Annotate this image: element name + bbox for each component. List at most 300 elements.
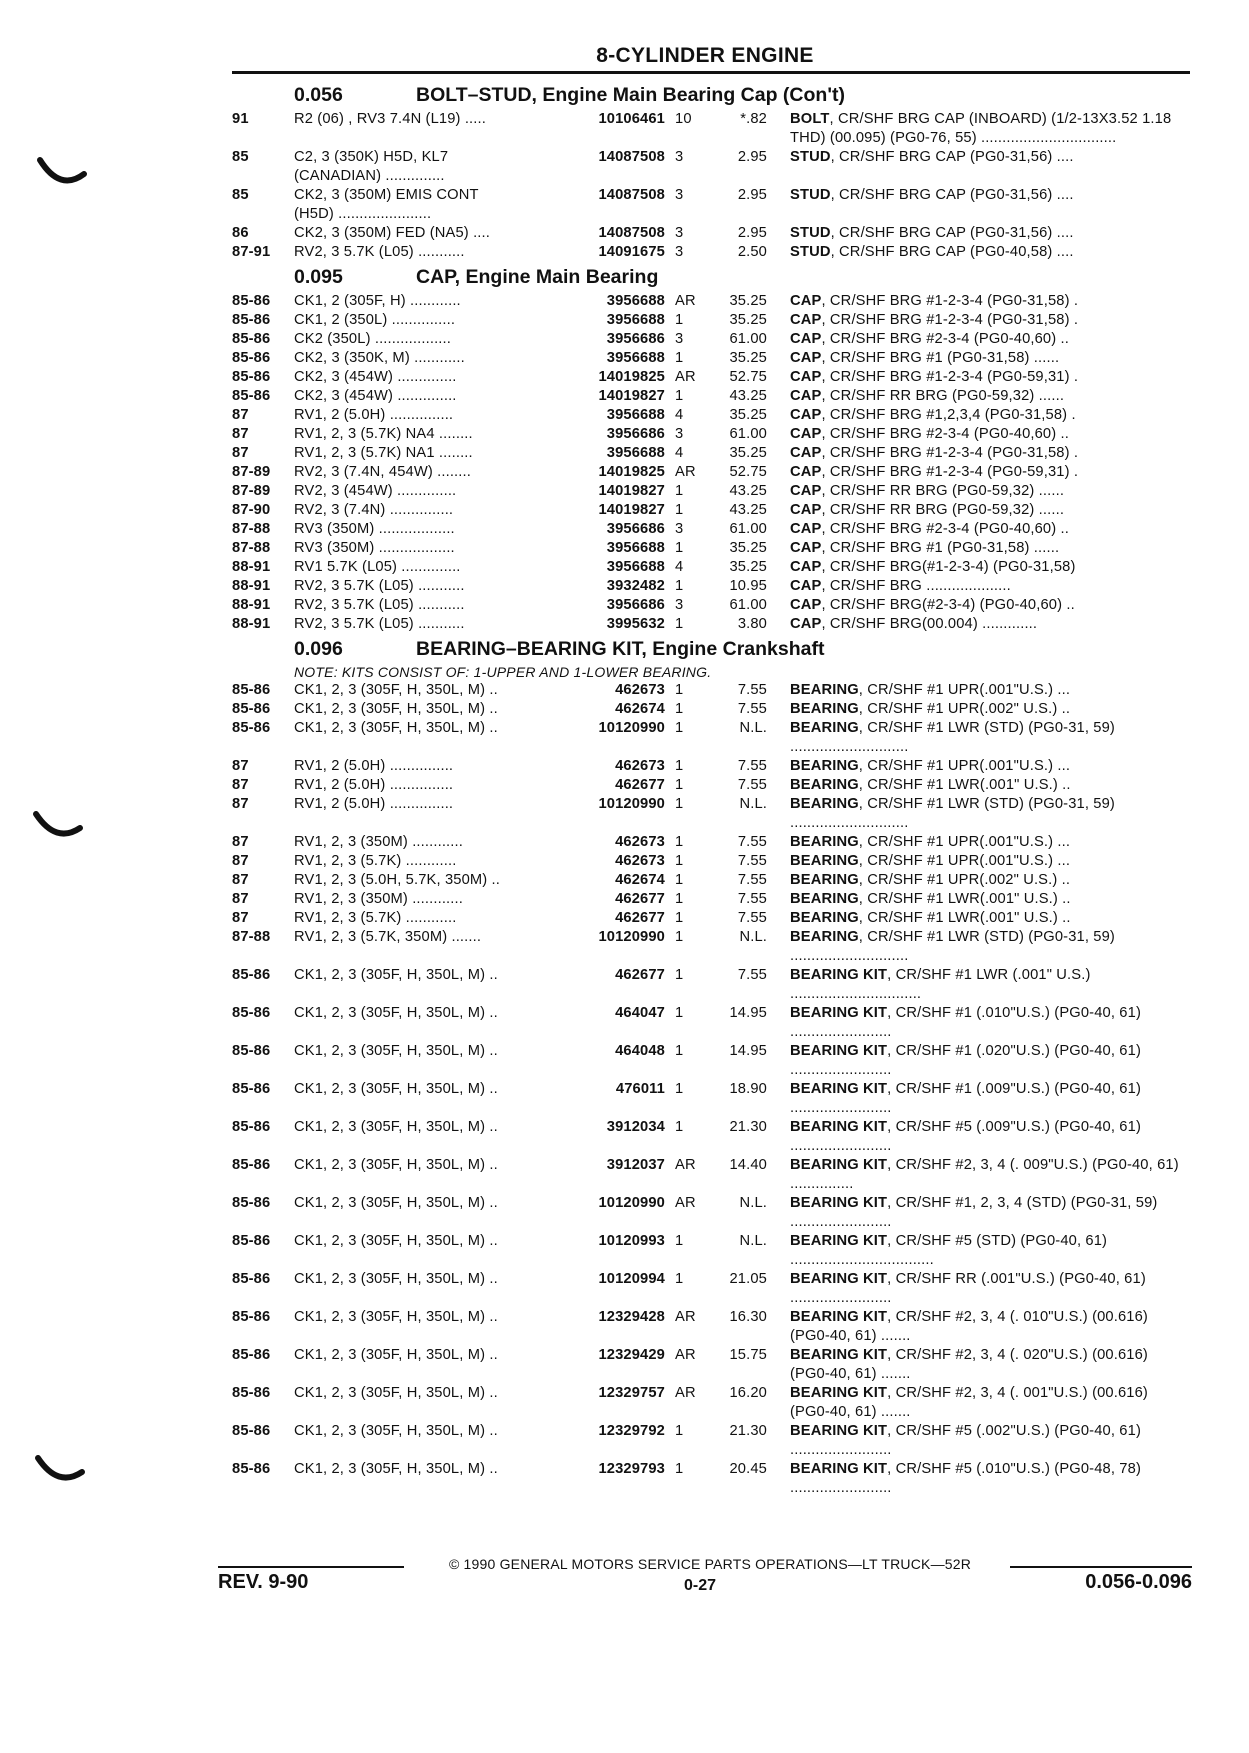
quantity: 4 [675, 407, 684, 423]
description-noun: CAP [790, 597, 822, 613]
model-year: 85-86 [232, 682, 271, 698]
part-number: 3956688 [606, 312, 665, 328]
quantity: 1 [675, 350, 684, 366]
price: 35.25 [729, 350, 767, 366]
part-row [232, 349, 1190, 368]
quantity: 1 [675, 853, 684, 869]
application: RV1, 2 (5.0H) ............... [294, 777, 454, 793]
price: 7.55 [737, 853, 767, 869]
description-detail: , CR/SHF BRG(#1-2-3-4) (PG0-31,58) [821, 559, 1076, 575]
price: 7.55 [737, 758, 767, 774]
model-year: 85-86 [232, 293, 271, 309]
description [767, 1042, 1190, 1080]
quantity: 1 [675, 1461, 684, 1477]
price: 14.95 [729, 1005, 767, 1021]
model-year: 85-86 [232, 1271, 271, 1287]
description-noun: BEARING KIT [790, 1309, 888, 1325]
description-detail: , CR/SHF BRG CAP (INBOARD) (1/2-13X3.52 1.18 THD) (00.095) (PG0-76, 55) ................................ [790, 111, 1172, 146]
description-detail: , CR/SHF #1 (.010"U.S.) (PG0-40, 61) ........................ [790, 1005, 1141, 1040]
model-year: 85-86 [232, 1461, 271, 1477]
part-number: 462677 [615, 891, 665, 907]
part-number: 10120990 [598, 796, 665, 812]
description-detail: , CR/SHF #5 (.002"U.S.) (PG0-40, 61) ........................ [790, 1423, 1141, 1458]
part-row [232, 1384, 1190, 1422]
section-title: BOLT–STUD, Engine Main Bearing Cap (Con't) [416, 84, 845, 106]
description [767, 1346, 1190, 1384]
part-row [232, 110, 1190, 148]
description [767, 1384, 1190, 1422]
description [767, 596, 1190, 615]
description-detail: , CR/SHF RR BRG (PG0-59,32) ...... [821, 388, 1065, 404]
price: 52.75 [729, 464, 767, 480]
price: N.L. [739, 1195, 767, 1211]
model-year: 85-86 [232, 1423, 271, 1439]
part-number: 462677 [615, 777, 665, 793]
description-noun: CAP [790, 369, 822, 385]
part-row [232, 463, 1190, 482]
part-row [232, 243, 1190, 262]
application: CK1, 2, 3 (305F, H, 350L, M) .. [294, 682, 498, 698]
price: 35.25 [729, 312, 767, 328]
part-number: 14087508 [598, 149, 665, 165]
application: RV2, 3 5.7K (L05) ........... [294, 578, 465, 594]
part-row [232, 1118, 1190, 1156]
part-row [232, 520, 1190, 539]
description [767, 700, 1190, 719]
description-noun: BEARING KIT [790, 1043, 888, 1059]
description-noun: BOLT [790, 111, 830, 127]
part-number: 14087508 [598, 187, 665, 203]
quantity: AR [675, 464, 696, 480]
quantity: 1 [675, 834, 684, 850]
quantity: 1 [675, 720, 684, 736]
quantity: 1 [675, 1005, 684, 1021]
binder-hole-mark [38, 1458, 82, 1478]
part-row [232, 757, 1190, 776]
price: 7.55 [737, 834, 767, 850]
description-noun: CAP [790, 426, 822, 442]
part-row [232, 224, 1190, 243]
model-year: 85-86 [232, 1347, 271, 1363]
part-row [232, 966, 1190, 1004]
section-title: CAP, Engine Main Bearing [416, 266, 659, 288]
description [767, 330, 1190, 349]
part-row [232, 1232, 1190, 1270]
description-noun: BEARING KIT [790, 1157, 888, 1173]
quantity: 1 [675, 1271, 684, 1287]
part-row [232, 615, 1190, 634]
price: N.L. [739, 796, 767, 812]
price: 14.95 [729, 1043, 767, 1059]
model-year: 85-86 [232, 312, 271, 328]
description-noun: CAP [790, 312, 822, 328]
quantity: AR [675, 1347, 696, 1363]
part-number: 14087508 [598, 225, 665, 241]
footer-section-range: 0.056-0.096 [1085, 1571, 1192, 1593]
description [767, 776, 1190, 795]
application: RV1, 2, 3 (5.7K, 350M) ....... [294, 929, 482, 945]
part-number: 3932482 [606, 578, 665, 594]
price: 16.30 [729, 1309, 767, 1325]
catalog-section [232, 84, 1190, 262]
description-detail: , CR/SHF BRG(#2-3-4) (PG0-40,60) .. [821, 597, 1075, 613]
description-detail: , CR/SHF #1 LWR (.001" U.S.) ............................... [790, 967, 1091, 1002]
part-number: 3956688 [606, 445, 665, 461]
part-row [232, 890, 1190, 909]
model-year: 87 [232, 777, 249, 793]
description [767, 871, 1190, 890]
part-number: 3912034 [606, 1119, 665, 1135]
description [767, 1004, 1190, 1042]
part-row [232, 833, 1190, 852]
description-detail: , CR/SHF #1 LWR(.001" U.S.) .. [858, 777, 1071, 793]
description [767, 368, 1190, 387]
application: CK1, 2 (350L) ............... [294, 312, 456, 328]
description-noun: CAP [790, 445, 822, 461]
description-detail: , CR/SHF RR (.001"U.S.) (PG0-40, 61) ........................ [790, 1271, 1146, 1306]
description-detail: , CR/SHF #1 UPR(.002" U.S.) .. [858, 701, 1071, 717]
part-row [232, 501, 1190, 520]
description [767, 387, 1190, 406]
description-detail: , CR/SHF BRG #1 (PG0-31,58) ...... [821, 540, 1060, 556]
application: CK1, 2, 3 (305F, H, 350L, M) .. [294, 720, 498, 736]
description [767, 1194, 1190, 1232]
description-detail: , CR/SHF #1 UPR(.001"U.S.) ... [858, 682, 1071, 698]
description-detail: , CR/SHF #5 (STD) (PG0-40, 61) .................................. [790, 1233, 1108, 1268]
part-number: 3956686 [606, 521, 665, 537]
description-noun: BEARING [790, 682, 859, 698]
part-row [232, 330, 1190, 349]
description-detail: , CR/SHF #1 UPR(.001"U.S.) ... [858, 834, 1071, 850]
description-detail: , CR/SHF BRG #1-2-3-4 (PG0-31,58) . [821, 445, 1079, 461]
model-year: 87 [232, 872, 249, 888]
part-number: 14019825 [598, 369, 665, 385]
description [767, 349, 1190, 368]
description [767, 966, 1190, 1004]
description-noun: BEARING KIT [790, 1195, 888, 1211]
application: CK1, 2, 3 (305F, H, 350L, M) .. [294, 1043, 498, 1059]
part-number: 12329429 [598, 1347, 665, 1363]
part-number: 3956688 [606, 540, 665, 556]
model-year: 85-86 [232, 720, 271, 736]
description [767, 463, 1190, 482]
part-number: 462674 [615, 701, 665, 717]
part-row [232, 148, 1190, 186]
price: 61.00 [729, 597, 767, 613]
description-detail: , CR/SHF BRG #1-2-3-4 (PG0-59,31) . [821, 464, 1079, 480]
model-year: 85-86 [232, 1195, 271, 1211]
description [767, 110, 1190, 148]
quantity: 1 [675, 682, 684, 698]
model-year: 87 [232, 445, 249, 461]
part-number: 462674 [615, 872, 665, 888]
description [767, 224, 1190, 243]
description-detail: , CR/SHF #2, 3, 4 (. 010"U.S.) (00.616) (PG0-40, 61) ....... [790, 1309, 1148, 1344]
section-code: 0.096 [294, 638, 343, 660]
quantity: 3 [675, 597, 684, 613]
model-year: 85 [232, 149, 249, 165]
price: 35.25 [729, 445, 767, 461]
part-number: 10120990 [598, 929, 665, 945]
model-year: 87-89 [232, 464, 271, 480]
description-detail: , CR/SHF BRG #1-2-3-4 (PG0-31,58) . [821, 293, 1079, 309]
section-heading [232, 266, 1190, 292]
quantity: 1 [675, 1081, 684, 1097]
application: RV1, 2 (5.0H) ............... [294, 407, 454, 423]
description [767, 833, 1190, 852]
description-detail: , CR/SHF BRG CAP (PG0-40,58) .... [830, 244, 1074, 260]
description-noun: BEARING KIT [790, 1423, 888, 1439]
description [767, 928, 1190, 966]
quantity: 1 [675, 929, 684, 945]
quantity: 1 [675, 616, 684, 632]
part-number: 3956688 [606, 559, 665, 575]
application: CK1, 2, 3 (305F, H, 350L, M) .. [294, 1119, 498, 1135]
description-detail: , CR/SHF RR BRG (PG0-59,32) ...... [821, 483, 1065, 499]
price: 15.75 [729, 1347, 767, 1363]
description-noun: BEARING KIT [790, 1119, 888, 1135]
part-row [232, 387, 1190, 406]
part-row [232, 1042, 1190, 1080]
model-year: 87-88 [232, 929, 271, 945]
application: RV1, 2 (5.0H) ............... [294, 796, 454, 812]
catalog-section [232, 638, 1190, 1498]
description [767, 186, 1190, 224]
description-noun: CAP [790, 502, 822, 518]
part-row [232, 1422, 1190, 1460]
description-detail: , CR/SHF #1 LWR (STD) (PG0-31, 59) ............................ [790, 796, 1115, 831]
footer-rule [218, 1566, 404, 1568]
description [767, 1080, 1190, 1118]
quantity: 1 [675, 796, 684, 812]
description-noun: CAP [790, 559, 822, 575]
part-number: 12329792 [598, 1423, 665, 1439]
quantity: 10 [675, 111, 692, 127]
description-detail: , CR/SHF #1 LWR (STD) (PG0-31, 59) ............................ [790, 720, 1115, 755]
description-noun: BEARING [790, 720, 859, 736]
model-year: 87 [232, 910, 249, 926]
part-number: 3995632 [606, 616, 665, 632]
application: RV1, 2, 3 (5.7K) ............ [294, 853, 457, 869]
description-noun: BEARING KIT [790, 1461, 888, 1477]
description-noun: CAP [790, 331, 822, 347]
description-detail: , CR/SHF BRG(00.004) ............. [821, 616, 1038, 632]
model-year: 88-91 [232, 597, 271, 613]
description-noun: BEARING [790, 777, 859, 793]
part-row [232, 719, 1190, 757]
description [767, 681, 1190, 700]
application: CK1, 2, 3 (305F, H, 350L, M) .. [294, 1309, 498, 1325]
part-row [232, 482, 1190, 501]
description [767, 292, 1190, 311]
model-year: 85 [232, 187, 249, 203]
price: 3.80 [737, 616, 767, 632]
description-detail: , CR/SHF BRG #1 (PG0-31,58) ...... [821, 350, 1060, 366]
price: 43.25 [729, 388, 767, 404]
description [767, 444, 1190, 463]
description [767, 1422, 1190, 1460]
description-noun: CAP [790, 388, 822, 404]
part-row [232, 425, 1190, 444]
description-noun: STUD [790, 187, 831, 203]
price: 14.40 [729, 1157, 767, 1173]
description-noun: STUD [790, 225, 831, 241]
model-year: 85-86 [232, 1005, 271, 1021]
model-year: 87-89 [232, 483, 271, 499]
application: RV1, 2, 3 (350M) ............ [294, 891, 463, 907]
description-detail: , CR/SHF BRG CAP (PG0-31,56) .... [830, 149, 1074, 165]
part-row [232, 577, 1190, 596]
model-year: 85-86 [232, 1119, 271, 1135]
description-detail: , CR/SHF #1 LWR(.001" U.S.) .. [858, 910, 1071, 926]
description-noun: BEARING [790, 758, 859, 774]
model-year: 85-86 [232, 331, 271, 347]
quantity: 1 [675, 540, 684, 556]
price: 7.55 [737, 967, 767, 983]
footer-rule [1010, 1566, 1192, 1568]
application: RV2, 3 (7.4N, 454W) ........ [294, 464, 471, 480]
application: RV2, 3 (7.4N) ............... [294, 502, 454, 518]
model-year: 87-88 [232, 521, 271, 537]
description-detail: , CR/SHF #1 LWR (STD) (PG0-31, 59) ............................ [790, 929, 1115, 964]
description-noun: CAP [790, 483, 822, 499]
part-number: 462673 [615, 853, 665, 869]
quantity: 1 [675, 872, 684, 888]
price: 21.30 [729, 1423, 767, 1439]
description-noun: BEARING [790, 891, 859, 907]
quantity: 1 [675, 891, 684, 907]
part-number: 462673 [615, 758, 665, 774]
quantity: 3 [675, 149, 684, 165]
model-year: 85-86 [232, 1043, 271, 1059]
application: RV1, 2, 3 (5.7K) NA4 ........ [294, 426, 473, 442]
model-year: 85-86 [232, 701, 271, 717]
price: 2.95 [737, 149, 767, 165]
part-row [232, 1460, 1190, 1498]
model-year: 87 [232, 407, 249, 423]
application: RV1, 2, 3 (5.0H, 5.7K, 350M) .. [294, 872, 501, 888]
description-noun: CAP [790, 521, 822, 537]
part-number: 3956688 [606, 350, 665, 366]
description-noun: CAP [790, 578, 822, 594]
description [767, 482, 1190, 501]
description [767, 311, 1190, 330]
model-year: 85-86 [232, 1157, 271, 1173]
quantity: 1 [675, 502, 684, 518]
description [767, 795, 1190, 833]
description-detail: , CR/SHF #2, 3, 4 (. 001"U.S.) (00.616) (PG0-40, 61) ....... [790, 1385, 1148, 1420]
description-noun: BEARING KIT [790, 1271, 888, 1287]
quantity: 1 [675, 483, 684, 499]
price: N.L. [739, 1233, 767, 1249]
part-number: 462673 [615, 834, 665, 850]
model-year: 85-86 [232, 1385, 271, 1401]
part-row [232, 795, 1190, 833]
part-number: 12329757 [598, 1385, 665, 1401]
part-number: 10120993 [598, 1233, 665, 1249]
quantity: 1 [675, 758, 684, 774]
price: N.L. [739, 720, 767, 736]
application: CK1, 2, 3 (305F, H, 350L, M) .. [294, 1347, 498, 1363]
price: 16.20 [729, 1385, 767, 1401]
price: 7.55 [737, 701, 767, 717]
application: CK1, 2, 3 (305F, H, 350L, M) .. [294, 1271, 498, 1287]
part-row [232, 776, 1190, 795]
description-noun: CAP [790, 293, 822, 309]
binder-hole-mark [36, 814, 80, 834]
description-noun: BEARING [790, 872, 859, 888]
price: 7.55 [737, 777, 767, 793]
description-noun: STUD [790, 244, 831, 260]
part-number: 10120990 [598, 1195, 665, 1211]
part-number: 14091675 [598, 244, 665, 260]
description-detail: , CR/SHF BRG #1,2,3,4 (PG0-31,58) . [821, 407, 1076, 423]
part-row [232, 928, 1190, 966]
description-detail: , CR/SHF #2, 3, 4 (. 009"U.S.) (PG0-40, 61) ............... [790, 1157, 1179, 1192]
quantity: 3 [675, 426, 684, 442]
footer-revision: REV. 9-90 [218, 1571, 309, 1593]
quantity: AR [675, 1309, 696, 1325]
description [767, 148, 1190, 186]
part-row [232, 1194, 1190, 1232]
part-number: 10120990 [598, 720, 665, 736]
application: C2, 3 (350K) H5D, KL7 (CANADIAN) .............. [294, 149, 449, 184]
parts-catalog-content [232, 84, 1190, 1502]
model-year: 85-86 [232, 350, 271, 366]
part-row [232, 406, 1190, 425]
part-row [232, 186, 1190, 224]
description-noun: BEARING [790, 929, 859, 945]
part-row [232, 311, 1190, 330]
part-number: 3912037 [606, 1157, 665, 1173]
description-detail: , CR/SHF #1 UPR(.002" U.S.) .. [858, 872, 1071, 888]
application: CK1, 2, 3 (305F, H, 350L, M) .. [294, 1081, 498, 1097]
description [767, 577, 1190, 596]
model-year: 85-86 [232, 1081, 271, 1097]
description-detail: , CR/SHF #5 (.010"U.S.) (PG0-48, 78) ........................ [790, 1461, 1141, 1496]
model-year: 87 [232, 891, 249, 907]
model-year: 88-91 [232, 559, 271, 575]
application: RV1, 2, 3 (5.7K) NA1 ........ [294, 445, 473, 461]
application: R2 (06) , RV3 7.4N (L19) ..... [294, 111, 486, 127]
description [767, 1118, 1190, 1156]
part-number: 3956686 [606, 331, 665, 347]
section-code: 0.056 [294, 84, 343, 106]
quantity: 1 [675, 1043, 684, 1059]
part-row [232, 596, 1190, 615]
description-noun: BEARING KIT [790, 1385, 888, 1401]
price: 2.50 [737, 244, 767, 260]
price: N.L. [739, 929, 767, 945]
price: 7.55 [737, 682, 767, 698]
application: CK2, 3 (350K, M) ............ [294, 350, 465, 366]
header-rule [232, 71, 1190, 74]
model-year: 87-91 [232, 244, 271, 260]
description-noun: BEARING KIT [790, 1347, 888, 1363]
description [767, 1232, 1190, 1270]
description-noun: CAP [790, 540, 822, 556]
part-number: 462677 [615, 967, 665, 983]
quantity: 1 [675, 312, 684, 328]
price: 43.25 [729, 502, 767, 518]
part-number: 14019827 [598, 502, 665, 518]
application: RV2, 3 5.7K (L05) ........... [294, 616, 465, 632]
price: 35.25 [729, 559, 767, 575]
part-row [232, 444, 1190, 463]
description-noun: BEARING KIT [790, 1005, 888, 1021]
quantity: 3 [675, 521, 684, 537]
description-detail: , CR/SHF #1 UPR(.001"U.S.) ... [858, 758, 1071, 774]
